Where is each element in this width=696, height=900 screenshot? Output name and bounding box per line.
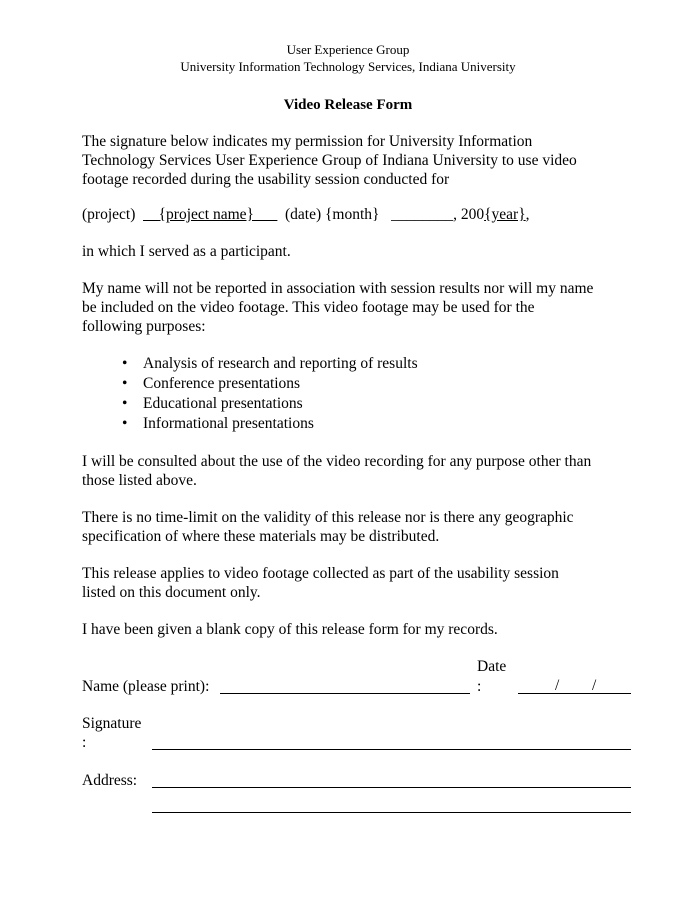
list-item: • Conference presentations <box>122 375 301 392</box>
year-field[interactable]: {year} <box>484 206 526 223</box>
year-prefix: 200 <box>460 206 485 223</box>
intro-line: Technology Services User Experience Group of Indiana University to use video <box>82 152 577 169</box>
consult-paragraph: I will be consulted about the use of the video recording for any purpose other than those listed above. <box>82 453 592 489</box>
bullet-icon: • <box>122 375 128 392</box>
date-slash: / <box>555 677 560 694</box>
applies-paragraph: This release applies to video footage collected as part of the usability session listed on this document only. <box>82 565 559 601</box>
date-field-colon: : <box>477 678 482 695</box>
address-input-line-2[interactable] <box>152 812 631 813</box>
name-input-line[interactable] <box>220 693 470 694</box>
date-input-line[interactable] <box>518 693 631 694</box>
privacy-paragraph <box>82 279 622 336</box>
bullet-icon: • <box>122 355 128 372</box>
org-affiliation: University Information Technology Services, Indiana University <box>180 59 516 74</box>
timelimit-paragraph: There is no time-limit on the validity of this release nor is there any geographic specification of where these materials may be distributed. <box>82 509 574 545</box>
project-label: (project) <box>82 206 136 223</box>
bullet-icon: • <box>122 415 128 432</box>
name-label: Name (please print): <box>82 678 210 695</box>
date-slash: / <box>592 677 597 694</box>
date-field-label: Date <box>477 658 507 675</box>
privacy-line: My name will not be reported in association with session results nor will my name <box>82 280 594 297</box>
signature-label: Signature <box>82 715 142 732</box>
date-label: (date) <box>284 206 322 223</box>
participant-text: in which I served as a participant. <box>82 243 291 260</box>
intro-paragraph <box>82 132 622 189</box>
project-date-line: (project) __{project name}___ (date) {month} ________, 200{year}, <box>82 206 530 223</box>
privacy-line: be included on the video footage. This video footage may be used for the <box>82 299 535 316</box>
list-item: • Informational presentations <box>122 415 314 432</box>
month-field[interactable]: {month} <box>324 206 380 223</box>
privacy-line: following purposes: <box>82 318 206 335</box>
signature-colon: : <box>82 734 87 751</box>
list-item: • Educational presentations <box>122 395 303 412</box>
project-name-field[interactable]: __{project name}___ <box>143 206 278 223</box>
day-field[interactable]: ________ <box>391 206 454 223</box>
list-item: • Analysis of research and reporting of results <box>122 355 418 372</box>
bullet-icon: • <box>122 395 128 412</box>
intro-line: footage recorded during the usability session conducted for <box>82 171 450 188</box>
purposes-list <box>120 354 418 434</box>
signature-input-line[interactable] <box>152 749 631 750</box>
address-input-line-1[interactable] <box>152 787 631 788</box>
address-label: Address: <box>82 772 138 789</box>
form-title: Video Release Form <box>283 97 413 113</box>
org-name: User Experience Group <box>286 42 410 57</box>
intro-line: The signature below indicates my permission for University Information <box>82 133 533 150</box>
copy-statement: I have been given a blank copy of this release form for my records. <box>82 621 498 638</box>
